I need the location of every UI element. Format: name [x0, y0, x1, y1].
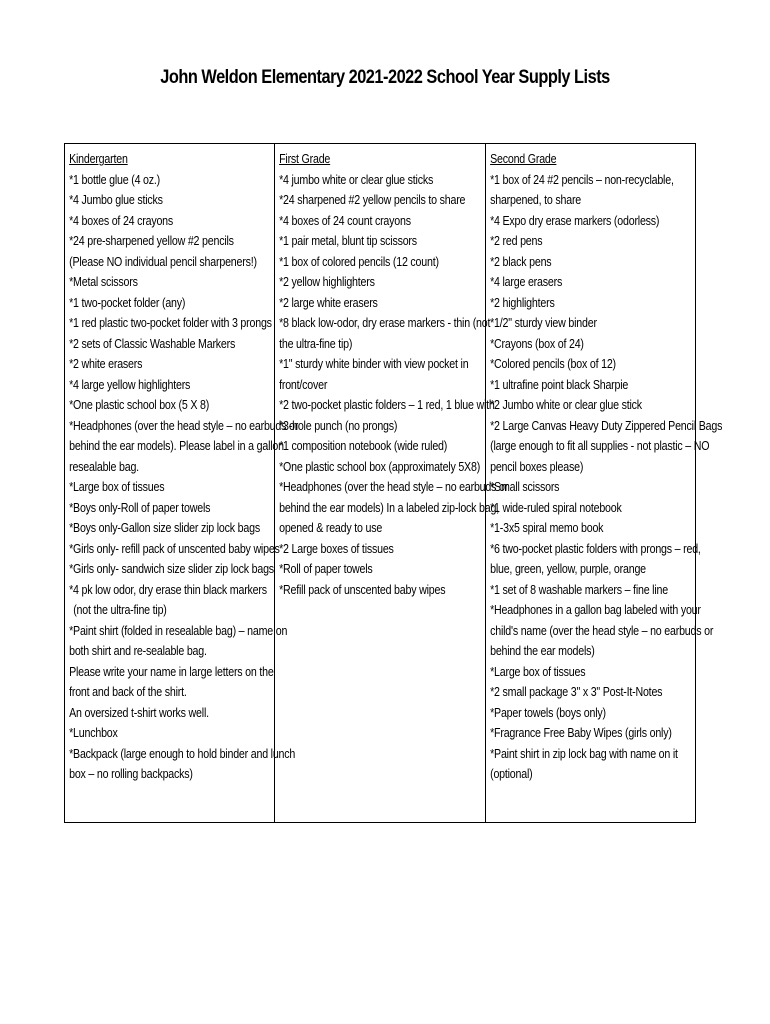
supply-item-line: *1" sturdy white binder with view pocket in	[279, 356, 469, 371]
second-grade-heading: Second Grade	[489, 151, 557, 166]
supply-item-line: (not the ultra-fine tip)	[73, 602, 167, 617]
supply-item-line: *4 boxes of 24 crayons	[69, 212, 174, 228]
supply-item-line: An oversized t-shirt works well.	[69, 704, 209, 720]
supply-item-line: *4 pk low odor, dry erase thin black markers	[69, 581, 267, 597]
supply-item-line: front and back of the shirt.	[69, 684, 187, 699]
first-grade-column	[275, 149, 509, 600]
supply-item-line: child's name (over the head style – no earbuds or	[489, 622, 713, 638]
supply-item-line: *1 box of 24 #2 pencils – non-recyclable,	[489, 171, 674, 187]
supply-item-line: *Girls only- sandwich size slider zip lock bags	[69, 561, 274, 576]
supply-item-line: *4 boxes of 24 count crayons	[279, 212, 412, 228]
supply-item-line: *Headphones in a gallon bag labeled with your	[489, 602, 701, 617]
supply-item-line: *Boys only-Gallon size slider zip lock bags	[69, 520, 260, 535]
supply-item-line: *Paper towels (boys only)	[489, 704, 606, 720]
second-grade-column	[486, 149, 722, 785]
supply-item-line: *2 black pens	[489, 253, 552, 269]
supply-item-line: *One plastic school box (approximately 5X8)	[279, 458, 481, 474]
supply-item-line: *Colored pencils (box of 12)	[489, 356, 616, 371]
supply-item-line: *Girls only- refill pack of unscented baby wipes	[69, 540, 280, 556]
kindergarten-heading: Kindergarten	[69, 151, 128, 166]
supply-item-line: *1 box of colored pencils (12 count)	[279, 253, 440, 269]
supply-item-line: *Refill pack of unscented baby wipes	[279, 581, 446, 597]
supply-item-line: *1 set of 8 washable markers – fine line	[489, 581, 668, 597]
supply-item-line: *24 sharpened #2 yellow pencils to share	[279, 192, 466, 207]
supply-item-line: (Please NO individual pencil sharpeners!)	[69, 253, 257, 269]
supply-list-table	[64, 143, 722, 823]
supply-item-line: *Backpack (large enough to hold binder and lunch	[69, 745, 296, 761]
supply-item-line: *6 two-pocket plastic folders with prongs – red,	[489, 540, 701, 556]
second-grade-cell	[485, 144, 722, 823]
supply-item-line: *2 sets of Classic Washable Markers	[69, 335, 236, 351]
supply-item-line: *2 small package 3" x 3" Post-It-Notes	[489, 684, 662, 699]
supply-item-line: behind the ear models) In a labeled zip-lock bag,	[279, 499, 500, 515]
supply-item-line: behind the ear models). Please label in a gallon	[69, 438, 284, 453]
supply-item-line: *Metal scissors	[69, 274, 138, 289]
supply-item-line: both shirt and re-sealable bag.	[69, 643, 207, 658]
supply-item-line: *1 bottle glue (4 oz.)	[69, 171, 161, 187]
supply-item-line: *Large box of tissues	[69, 479, 165, 494]
supply-item-line: (optional)	[489, 766, 533, 781]
supply-list-row	[65, 144, 696, 823]
supply-item-line: sharpened, to share	[489, 192, 581, 207]
supply-item-line: *2 two-pocket plastic folders – 1 red, 1 blue with	[279, 397, 495, 412]
supply-item-line: *2 yellow highlighters	[279, 274, 376, 289]
supply-item-line: *Headphones (over the head style – no earbuds or	[69, 417, 299, 433]
supply-item-line: *Fragrance Free Baby Wipes (girls only)	[489, 725, 672, 740]
supply-item-line: *1-3x5 spiral memo book	[489, 520, 603, 535]
supply-item-line: pencil boxes please)	[489, 458, 583, 474]
supply-item-line: *1 ultrafine point black Sharpie	[489, 376, 628, 392]
first-grade-cell	[275, 144, 509, 823]
supply-item-line: *2 white erasers	[69, 356, 143, 371]
supply-item-line: *4 large yellow highlighters	[69, 376, 191, 392]
supply-item-line: Please write your name in large letters on the	[69, 663, 274, 679]
kindergarten-column	[65, 149, 299, 785]
supply-item-line: *2 Large boxes of tissues	[279, 540, 395, 556]
supply-item-line: resealable bag.	[69, 458, 139, 474]
supply-item-line: *Headphones (over the head style – no earbuds or	[279, 479, 509, 494]
supply-item-line: *1 wide-ruled spiral notebook	[489, 499, 622, 515]
document-title: John Weldon Elementary 2021-2022 School Year Supply Lists	[160, 66, 610, 88]
supply-item-line: *Paint shirt in zip lock bag with name on it	[489, 745, 678, 761]
supply-item-line: *Small scissors	[489, 479, 559, 494]
kindergarten-cell	[65, 144, 299, 823]
supply-item-line: (large enough to fit all supplies - not plastic – NO	[489, 438, 710, 453]
supply-item-line: *1 composition notebook (wide ruled)	[279, 438, 448, 453]
supply-item-line: *2 highlighters	[489, 294, 555, 310]
supply-item-line: *1 pair metal, blunt tip scissors	[279, 233, 418, 248]
first-grade-heading: First Grade	[279, 151, 331, 166]
supply-item-line: *8 black low-odor, dry erase markers - thin (not	[279, 315, 491, 330]
supply-item-line: *2 red pens	[489, 233, 543, 248]
supply-item-line: *3-hole punch (no prongs)	[279, 417, 398, 433]
supply-item-line: *Lunchbox	[69, 725, 118, 740]
supply-item-line: *Paint shirt (folded in resealable bag) – name on	[69, 622, 288, 638]
supply-item-line: opened & ready to use	[279, 520, 383, 535]
supply-item-line: *4 large erasers	[489, 274, 562, 289]
supply-item-line: front/cover	[279, 376, 328, 392]
supply-item-line: *24 pre-sharpened yellow #2 pencils	[69, 233, 234, 248]
supply-item-line: *4 jumbo white or clear glue sticks	[279, 171, 434, 187]
supply-item-line: *2 Jumbo white or clear glue stick	[489, 397, 642, 412]
supply-item-line: blue, green, yellow, purple, orange	[489, 561, 646, 576]
supply-item-line: *2 Large Canvas Heavy Duty Zippered Pencil Bags	[489, 417, 722, 433]
supply-item-line: *Crayons (box of 24)	[489, 335, 584, 351]
supply-item-line: *1 two-pocket folder (any)	[69, 294, 186, 310]
supply-item-line: *2 large white erasers	[279, 294, 379, 310]
supply-item-line: *Large box of tissues	[489, 663, 586, 679]
supply-item-line: *Roll of paper towels	[279, 561, 373, 576]
supply-item-line: *One plastic school box (5 X 8)	[69, 397, 210, 412]
supply-item-line: the ultra-fine tip)	[279, 335, 353, 351]
supply-item-line: *1/2" sturdy view binder	[489, 315, 597, 330]
supply-item-line: *4 Jumbo glue sticks	[69, 192, 163, 207]
supply-item-line: *1 red plastic two-pocket folder with 3 prongs	[69, 315, 272, 330]
supply-item-line: box – no rolling backpacks)	[69, 766, 193, 781]
supply-item-line: *Boys only-Roll of paper towels	[69, 499, 211, 515]
supply-item-line: behind the ear models)	[489, 643, 595, 658]
supply-item-line: *4 Expo dry erase markers (odorless)	[489, 212, 659, 228]
